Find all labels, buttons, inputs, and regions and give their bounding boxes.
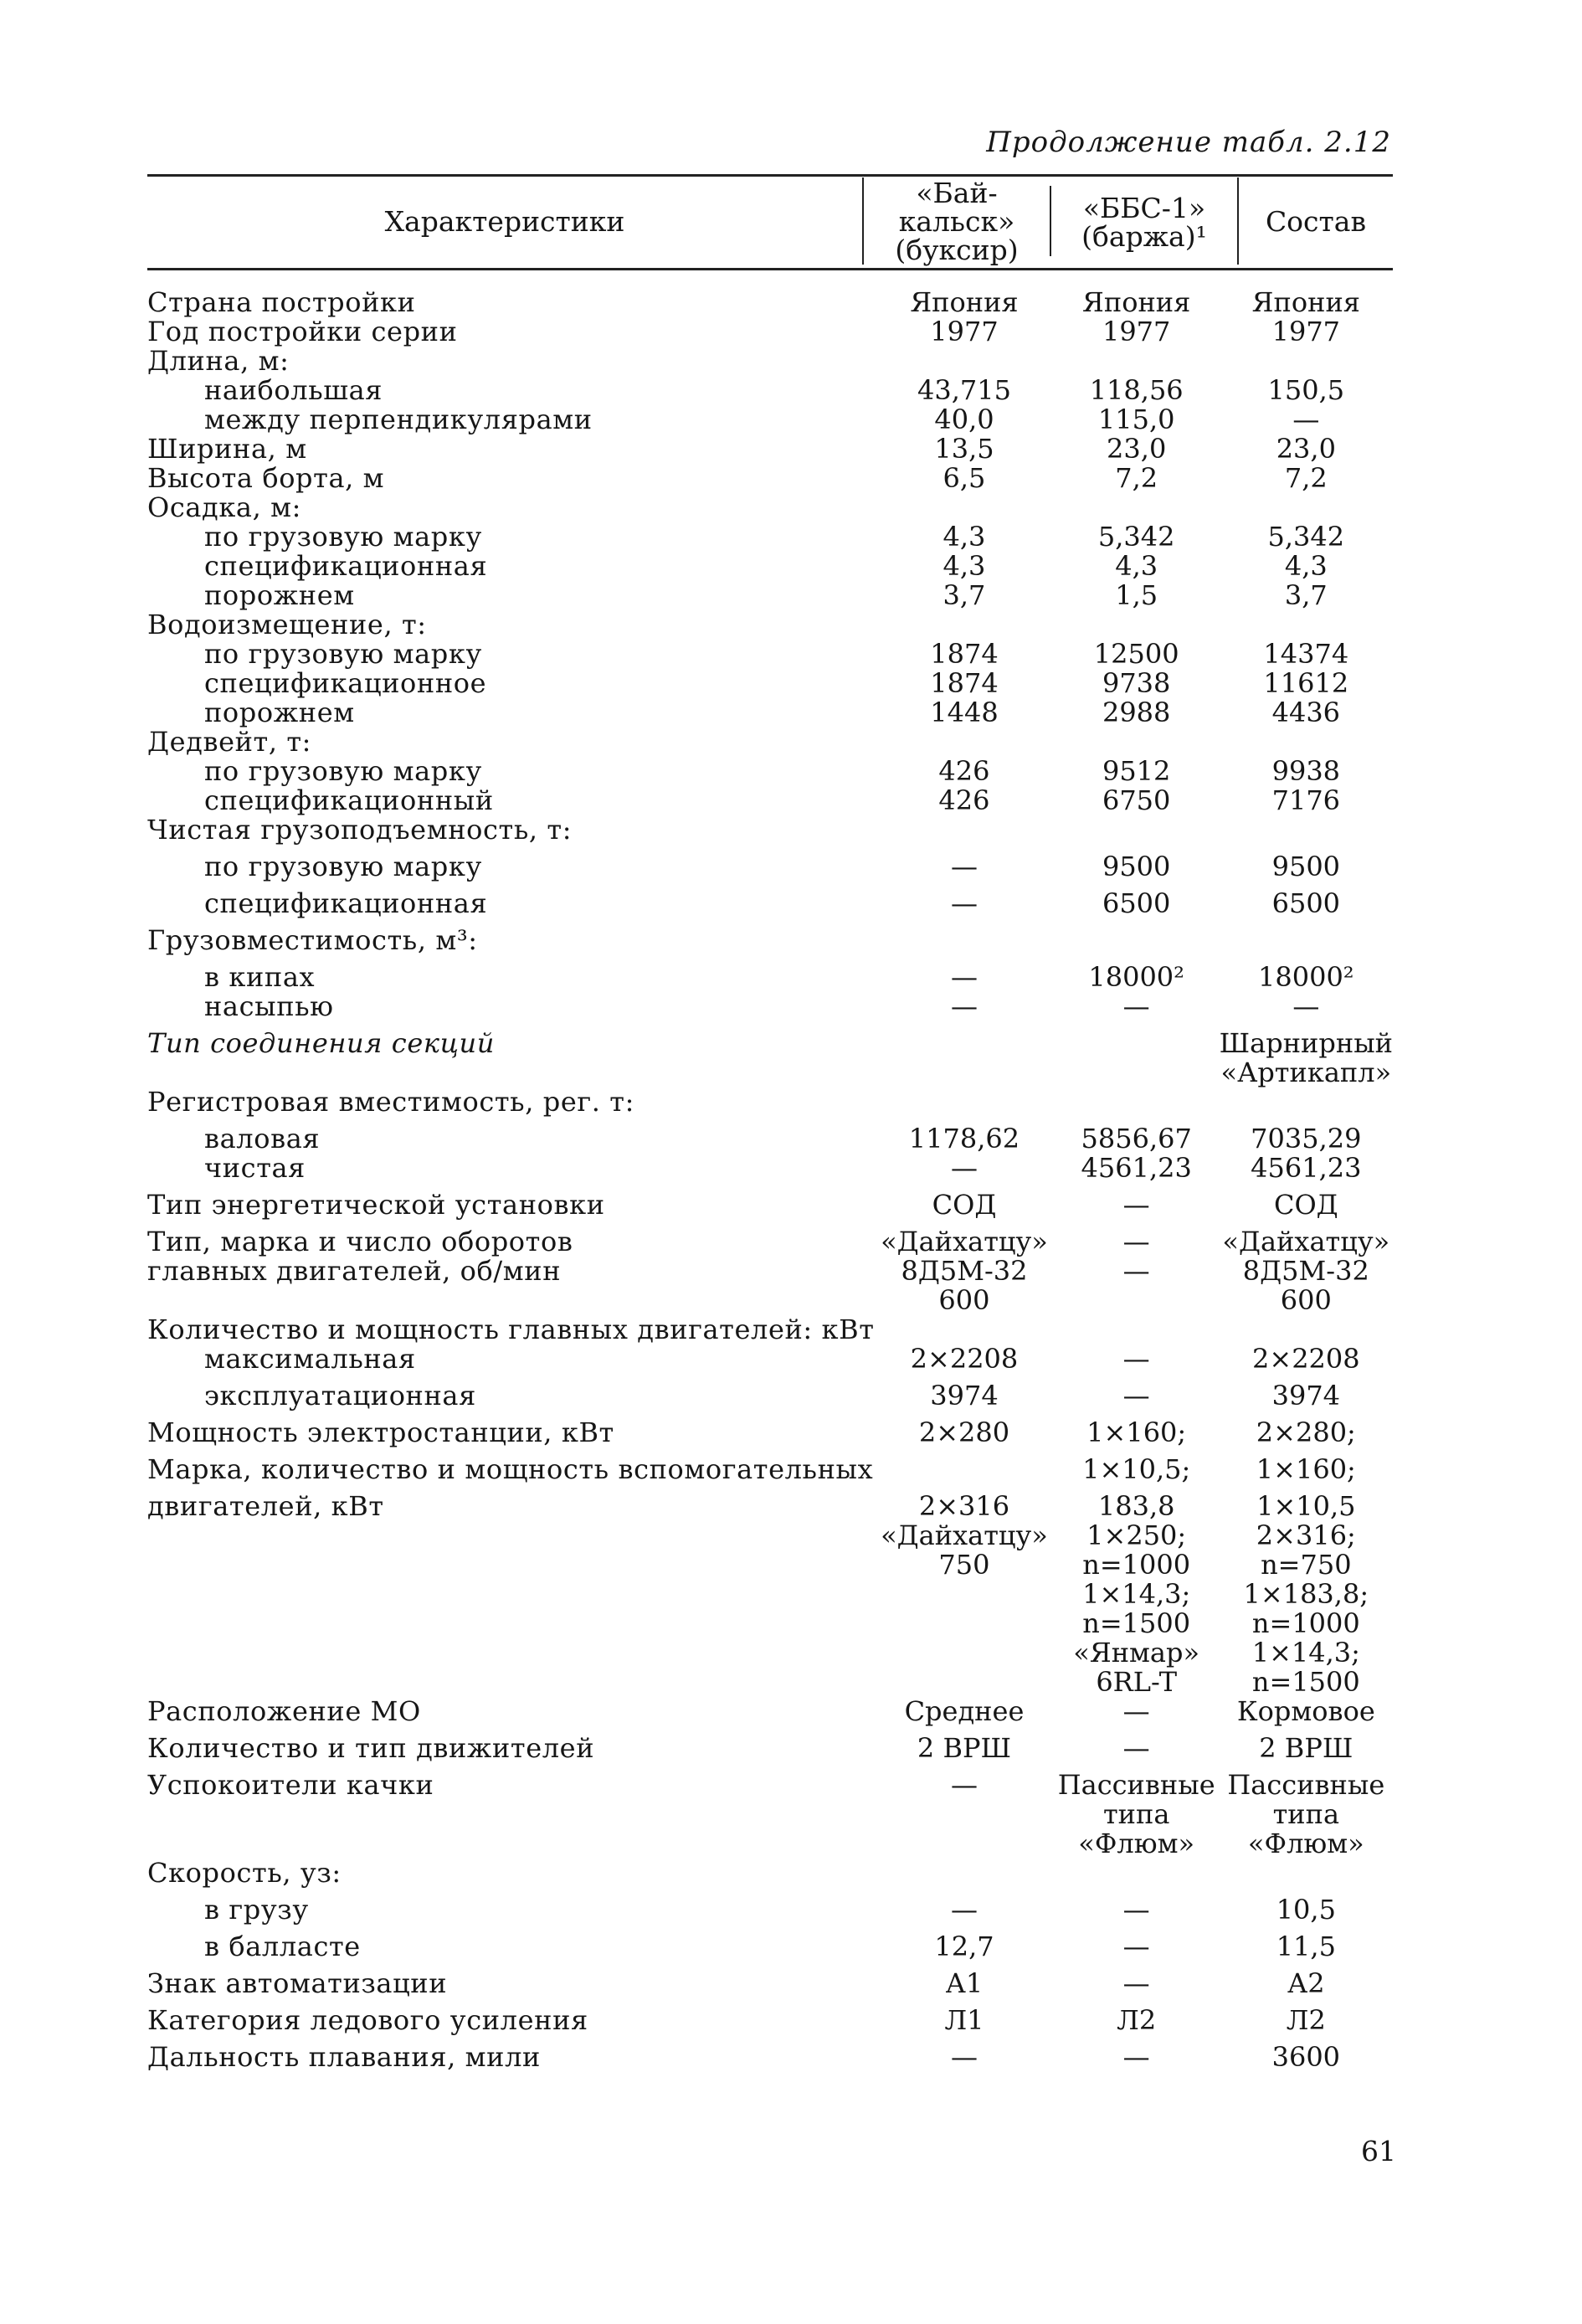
value-cell-3: А2 — [1287, 1967, 1325, 1999]
row-label — [147, 317, 875, 347]
value-cell-1: 426 — [938, 784, 990, 816]
value-cell-1: 1874 — [930, 638, 999, 670]
table-row — [147, 1455, 1393, 1492]
table-row — [147, 552, 1393, 581]
value-cell-1: 1448 — [930, 697, 999, 728]
value-cell-2: Л2 — [1117, 2004, 1157, 2036]
value-cell-1: 8Д5М-32 600 — [901, 1255, 1028, 1316]
value-cell-1 — [875, 610, 1054, 640]
value-cell-1 — [875, 1029, 1054, 1087]
table-row — [147, 1969, 1393, 2006]
row-label-text: Категория ледового усиления — [147, 2004, 588, 2036]
table-row — [147, 786, 1393, 815]
value-cell-2 — [1054, 1859, 1220, 1895]
table-row — [147, 376, 1393, 405]
row-label-text: насыпью — [204, 990, 334, 1022]
row-label — [147, 1734, 875, 1771]
table-row — [147, 1859, 1393, 1895]
value-cell-1: Среднее — [904, 1695, 1025, 1727]
value-cell-3: 2×2208 — [1252, 1343, 1360, 1375]
row-label — [147, 464, 875, 493]
value-cell-2: 5856,67 — [1081, 1123, 1192, 1154]
value-cell-3 — [1220, 1315, 1393, 1345]
table-row — [147, 1492, 1393, 1697]
row-label-text: эксплуатационная — [204, 1380, 476, 1411]
value-cell-1: Япония — [910, 286, 1019, 318]
row-label-text: спецификационная — [204, 550, 488, 582]
table-row — [147, 852, 1393, 889]
header-baikalsk-line-1: «Бай- — [916, 177, 998, 209]
table-row — [147, 1315, 1393, 1345]
row-label — [147, 1227, 875, 1257]
row-label — [147, 698, 875, 728]
page-number: 61 — [1361, 2135, 1396, 2167]
table-row — [147, 2043, 1393, 2072]
row-label-text: по грузовую марку — [204, 521, 482, 553]
value-cell-1: 2×2208 — [910, 1343, 1019, 1375]
row-label-text: Страна постройки — [147, 286, 416, 318]
table-row — [147, 1895, 1393, 1932]
table-row — [147, 581, 1393, 610]
row-label-text: Чистая грузоподъемность, т: — [147, 814, 573, 846]
row-label — [147, 786, 875, 815]
value-cell-1 — [875, 347, 1054, 376]
table-row — [147, 926, 1393, 963]
value-cell-1: 3974 — [930, 1380, 999, 1411]
value-cell-1: 2 ВРШ — [917, 1732, 1012, 1764]
table-row — [147, 1154, 1393, 1190]
value-cell-1: — — [950, 1894, 978, 1926]
value-cell-2: 2988 — [1102, 697, 1171, 728]
row-label — [147, 610, 875, 640]
row-label — [147, 434, 875, 464]
value-cell-1: — — [950, 887, 978, 919]
value-cell-1: 1874 — [930, 667, 999, 699]
value-cell-2 — [1054, 728, 1220, 757]
value-cell-1: 43,715 — [917, 374, 1011, 406]
value-cell-1: 4,3 — [943, 521, 986, 553]
row-label — [147, 1859, 875, 1895]
value-cell-2: — — [1122, 990, 1150, 1022]
value-cell-3: 4561,23 — [1251, 1152, 1362, 1184]
value-cell-3: Япония — [1251, 286, 1360, 318]
value-cell-1 — [875, 493, 1054, 522]
table-row — [147, 1381, 1393, 1418]
row-label-text: Количество и тип движителей — [147, 1732, 595, 1764]
value-cell-2 — [1054, 815, 1220, 852]
value-cell-3: — — [1292, 404, 1320, 435]
value-cell-3: «Дайхатцу» — [1222, 1226, 1390, 1257]
value-cell-2: 5,342 — [1097, 521, 1175, 553]
row-label — [147, 1895, 875, 1932]
table-row — [147, 1771, 1393, 1859]
value-cell-2: Пассивные типа «Флюм» — [1057, 1769, 1215, 1859]
header-baikalsk-line-2: кальск» — [898, 205, 1015, 238]
table-row — [147, 889, 1393, 926]
table-row — [147, 493, 1393, 522]
value-cell-3: 150,5 — [1267, 374, 1345, 406]
row-label — [147, 963, 875, 992]
row-label — [147, 376, 875, 405]
value-cell-3: 4436 — [1271, 697, 1341, 728]
row-label-text: Год постройки серии — [147, 316, 458, 347]
value-cell-2: 6500 — [1102, 887, 1171, 919]
row-label-text: Водоизмещение, т: — [147, 609, 427, 640]
table-row — [147, 963, 1393, 992]
value-cell-3: Шарнирный «Артикапл» — [1219, 1027, 1393, 1088]
value-cell-2: — — [1122, 1967, 1150, 1999]
row-label-text: порожнем — [204, 579, 355, 611]
value-cell-2: — — [1122, 1894, 1150, 1926]
table-row — [147, 1227, 1393, 1257]
row-label-text: наибольшая — [204, 374, 383, 406]
table-row — [147, 640, 1393, 669]
header-baikalsk — [864, 179, 1050, 265]
row-label-text: максимальная — [204, 1343, 416, 1375]
value-cell-1: — — [950, 1152, 978, 1184]
table-row — [147, 1345, 1393, 1381]
value-cell-2: 4561,23 — [1081, 1152, 1192, 1184]
row-label — [147, 1771, 875, 1859]
value-cell-2: 12500 — [1093, 638, 1179, 670]
value-cell-1: 2×316 «Дайхатцу» 750 — [881, 1490, 1048, 1581]
row-label — [147, 2043, 875, 2072]
value-cell-3: 3,7 — [1284, 579, 1328, 611]
row-label-text: Длина, м: — [147, 345, 290, 377]
value-cell-1: Л1 — [944, 2004, 984, 2036]
row-label — [147, 405, 875, 434]
row-label — [147, 1932, 875, 1969]
table-row — [147, 1124, 1393, 1154]
value-cell-2: 115,0 — [1097, 404, 1175, 435]
row-label-text: Мощность электростанции, кВт — [147, 1417, 614, 1448]
value-cell-1: 2×280 — [918, 1417, 1010, 1448]
value-cell-2 — [1054, 1087, 1220, 1124]
row-label — [147, 1087, 875, 1124]
row-label-text: Высота борта, м — [147, 462, 385, 494]
value-cell-1 — [875, 1315, 1054, 1345]
value-cell-2: 9512 — [1102, 755, 1171, 787]
table-row — [147, 669, 1393, 698]
row-label — [147, 493, 875, 522]
value-cell-2 — [1054, 610, 1220, 640]
value-cell-2 — [1054, 1029, 1220, 1087]
table-row — [147, 815, 1393, 852]
row-label — [147, 522, 875, 552]
value-cell-2: 9500 — [1102, 851, 1171, 882]
value-cell-1: 13,5 — [934, 433, 994, 465]
row-label — [147, 1697, 875, 1734]
value-cell-3 — [1220, 610, 1393, 640]
value-cell-3: 9938 — [1271, 755, 1341, 787]
table-row — [147, 1087, 1393, 1124]
value-cell-2: 4,3 — [1115, 550, 1158, 582]
value-cell-2: — — [1122, 1695, 1150, 1727]
value-cell-2: — — [1122, 1343, 1150, 1375]
row-label-text: Дальность плавания, мили — [147, 2041, 541, 2073]
table-row — [147, 464, 1393, 493]
table-row — [147, 522, 1393, 552]
value-cell-1: 40,0 — [934, 404, 994, 435]
value-cell-1: СОД — [932, 1189, 997, 1221]
header-baikalsk-line-3: (буксир) — [895, 234, 1019, 266]
row-label — [147, 1381, 875, 1418]
table-row — [147, 1029, 1393, 1087]
row-label-text: чистая — [204, 1152, 306, 1184]
row-label — [147, 1029, 875, 1087]
row-label-text: по грузовую марку — [204, 638, 482, 670]
value-cell-2: 1,5 — [1115, 579, 1158, 611]
row-label — [147, 1492, 875, 1697]
value-cell-3: 8Д5М-32 600 — [1242, 1255, 1369, 1316]
value-cell-3: 1×160; — [1256, 1453, 1356, 1485]
row-label-text: Тип энергетической установки — [147, 1189, 605, 1221]
row-label — [147, 1455, 875, 1492]
value-cell-1: 4,3 — [943, 550, 986, 582]
value-cell-2 — [1054, 493, 1220, 522]
value-cell-3: Пассивные типа «Флюм» — [1227, 1769, 1385, 1859]
row-label — [147, 669, 875, 698]
value-cell-3: 7,2 — [1284, 462, 1328, 494]
value-cell-3: Л2 — [1286, 2004, 1326, 2036]
row-label-text: Регистровая вместимость, рег. т: — [147, 1086, 634, 1118]
table-row — [147, 317, 1393, 347]
value-cell-3: 7035,29 — [1251, 1123, 1362, 1154]
table-row — [147, 757, 1393, 786]
value-cell-3: 11,5 — [1276, 1931, 1336, 1962]
value-cell-3: 23,0 — [1276, 433, 1336, 465]
value-cell-1 — [875, 1455, 1054, 1492]
row-label-text: Количество и мощность главных двигателей: кВт — [147, 1314, 875, 1345]
row-label — [147, 852, 875, 889]
value-cell-3 — [1220, 815, 1393, 852]
header-top-rule — [147, 174, 1393, 177]
value-cell-2: 1977 — [1102, 316, 1171, 347]
value-cell-1 — [875, 815, 1054, 852]
row-label-text: валовая — [204, 1123, 321, 1154]
value-cell-2: 23,0 — [1107, 433, 1167, 465]
value-cell-1: 12,7 — [934, 1931, 994, 1962]
row-label — [147, 728, 875, 757]
table-row — [147, 698, 1393, 728]
row-label-text: Тип соединения секций — [147, 1027, 495, 1059]
value-cell-2: — — [1122, 1931, 1150, 1962]
row-label — [147, 1345, 875, 1381]
row-label — [147, 1969, 875, 2006]
row-label — [147, 552, 875, 581]
value-cell-3: 14374 — [1263, 638, 1349, 670]
value-cell-1: 1178,62 — [908, 1123, 1020, 1154]
value-cell-3: — — [1292, 990, 1320, 1022]
row-label-text: Тип, марка и число оборотов — [147, 1226, 573, 1257]
row-label-text: двигателей, кВт — [147, 1490, 384, 1522]
value-cell-3 — [1220, 1087, 1393, 1124]
table-row — [147, 1418, 1393, 1455]
header-bbs1 — [1051, 194, 1237, 251]
value-cell-2: — — [1122, 2041, 1150, 2073]
row-label — [147, 640, 875, 669]
row-label — [147, 757, 875, 786]
row-label-text: в кипах — [204, 961, 316, 993]
row-label-text: Скорость, уз: — [147, 1857, 342, 1889]
row-label — [147, 815, 875, 852]
row-label — [147, 1190, 875, 1227]
value-cell-3: 2×280; — [1256, 1417, 1356, 1448]
value-cell-3: СОД — [1273, 1189, 1338, 1221]
row-label — [147, 926, 875, 963]
row-label — [147, 1124, 875, 1154]
value-cell-3: 3974 — [1271, 1380, 1341, 1411]
value-cell-2: — — [1122, 1189, 1150, 1221]
characteristics-table — [147, 288, 1393, 2072]
row-label-text: спецификационное — [204, 667, 487, 699]
value-cell-1 — [875, 1087, 1054, 1124]
row-label-text: спецификационный — [204, 784, 494, 816]
value-cell-3: 10,5 — [1276, 1894, 1336, 1926]
value-cell-3 — [1220, 1859, 1393, 1895]
table-row — [147, 992, 1393, 1029]
value-cell-3: 18000² — [1258, 961, 1354, 993]
row-label — [147, 1315, 875, 1345]
row-label-text: спецификационная — [204, 887, 488, 919]
value-cell-3: 7176 — [1271, 784, 1341, 816]
value-cell-3 — [1220, 926, 1393, 963]
table-caption: Продолжение табл. 2.12 — [986, 126, 1391, 159]
table-row — [147, 1734, 1393, 1771]
value-cell-2: 183,8 1×250; n=1000 1×14,3; n=1500 «Янмар» 6RL-T — [1073, 1490, 1200, 1698]
value-cell-1: А1 — [945, 1967, 984, 1999]
value-cell-3: 6500 — [1271, 887, 1341, 919]
table-row — [147, 347, 1393, 376]
value-cell-2: 6750 — [1102, 784, 1171, 816]
value-cell-1 — [875, 1859, 1054, 1895]
value-cell-2: — — [1122, 1732, 1150, 1764]
value-cell-1: 6,5 — [943, 462, 986, 494]
row-label — [147, 1418, 875, 1455]
row-label-text: главных двигателей, об/мин — [147, 1255, 562, 1287]
row-label-text: в грузу — [204, 1894, 309, 1926]
value-cell-3 — [1220, 728, 1393, 757]
value-cell-2 — [1054, 1315, 1220, 1345]
row-label-text: Дедвейт, т: — [147, 726, 312, 758]
value-cell-3: Кормовое — [1236, 1695, 1375, 1727]
row-label — [147, 1257, 875, 1315]
row-label-text: Знак автоматизации — [147, 1967, 448, 1999]
value-cell-2: 1×10,5; — [1082, 1453, 1191, 1485]
value-cell-2: 1×160; — [1086, 1417, 1187, 1448]
value-cell-1: 1977 — [930, 316, 999, 347]
table-row — [147, 1257, 1393, 1315]
header-characteristics: Характеристики — [384, 205, 625, 238]
row-label — [147, 347, 875, 376]
header-bottom-rule — [147, 268, 1393, 270]
row-label — [147, 889, 875, 926]
value-cell-2: 9738 — [1102, 667, 1171, 699]
row-label — [147, 288, 875, 317]
row-label-text: по грузовую марку — [204, 851, 482, 882]
value-cell-1: — — [950, 2041, 978, 2073]
value-cell-3 — [1220, 493, 1393, 522]
value-cell-1 — [875, 728, 1054, 757]
value-cell-1 — [875, 926, 1054, 963]
value-cell-2 — [1054, 926, 1220, 963]
value-cell-3: 1977 — [1271, 316, 1341, 347]
row-label — [147, 1154, 875, 1190]
row-label-text: Ширина, м — [147, 433, 307, 465]
row-label-text: в балласте — [204, 1931, 361, 1962]
value-cell-2 — [1054, 347, 1220, 376]
value-cell-3: 5,342 — [1267, 521, 1345, 553]
value-cell-2: — — [1122, 1380, 1150, 1411]
row-label-text: Расположение МО — [147, 1695, 421, 1727]
table-row — [147, 610, 1393, 640]
value-cell-1: 426 — [938, 755, 990, 787]
table-row — [147, 1932, 1393, 1969]
value-cell-1: — — [950, 851, 978, 882]
value-cell-3: 2 ВРШ — [1259, 1732, 1353, 1764]
row-label-text: Успокоители качки — [147, 1769, 434, 1801]
header-bbs1-line-2: (баржа)¹ — [1081, 220, 1207, 253]
value-cell-2: — — [1122, 1226, 1150, 1257]
value-cell-3: 11612 — [1263, 667, 1349, 699]
value-cell-3: 3600 — [1271, 2041, 1341, 2073]
table-row — [147, 1697, 1393, 1734]
row-label-text: Марка, количество и мощность вспомогательных — [147, 1453, 874, 1485]
row-label-text: порожнем — [204, 697, 355, 728]
row-label-text: Грузовместимость, м³: — [147, 924, 478, 956]
value-cell-3: 9500 — [1271, 851, 1341, 882]
value-cell-3: 4,3 — [1284, 550, 1328, 582]
value-cell-2: Япония — [1082, 286, 1191, 318]
table-row — [147, 288, 1393, 317]
value-cell-1: — — [950, 1769, 978, 1801]
table-row — [147, 728, 1393, 757]
value-cell-3: 1×10,5 2×316; n=750 1×183,8; n=1000 1×14,3; n=1500 — [1243, 1490, 1369, 1698]
row-label — [147, 581, 875, 610]
header-bbs1-line-1: «ББС-1» — [1082, 192, 1206, 224]
value-cell-2: 118,56 — [1089, 374, 1184, 406]
value-cell-1: 3,7 — [943, 579, 986, 611]
value-cell-1: — — [950, 990, 978, 1022]
value-cell-1: — — [950, 961, 978, 993]
table-row — [147, 405, 1393, 434]
row-label — [147, 2006, 875, 2043]
row-label-text: Осадка, м: — [147, 491, 302, 523]
table-row — [147, 1190, 1393, 1227]
value-cell-3 — [1220, 347, 1393, 376]
table-row — [147, 2006, 1393, 2043]
header-sostav: Состав — [1265, 205, 1367, 238]
table-row — [147, 434, 1393, 464]
value-cell-2: 18000² — [1088, 961, 1184, 993]
value-cell-2: 7,2 — [1115, 462, 1158, 494]
value-cell-1: «Дайхатцу» — [881, 1226, 1048, 1257]
row-label-text: между перпендикулярами — [204, 404, 593, 435]
row-label-text: по грузовую марку — [204, 755, 482, 787]
row-label — [147, 992, 875, 1029]
value-cell-2: — — [1122, 1255, 1150, 1287]
